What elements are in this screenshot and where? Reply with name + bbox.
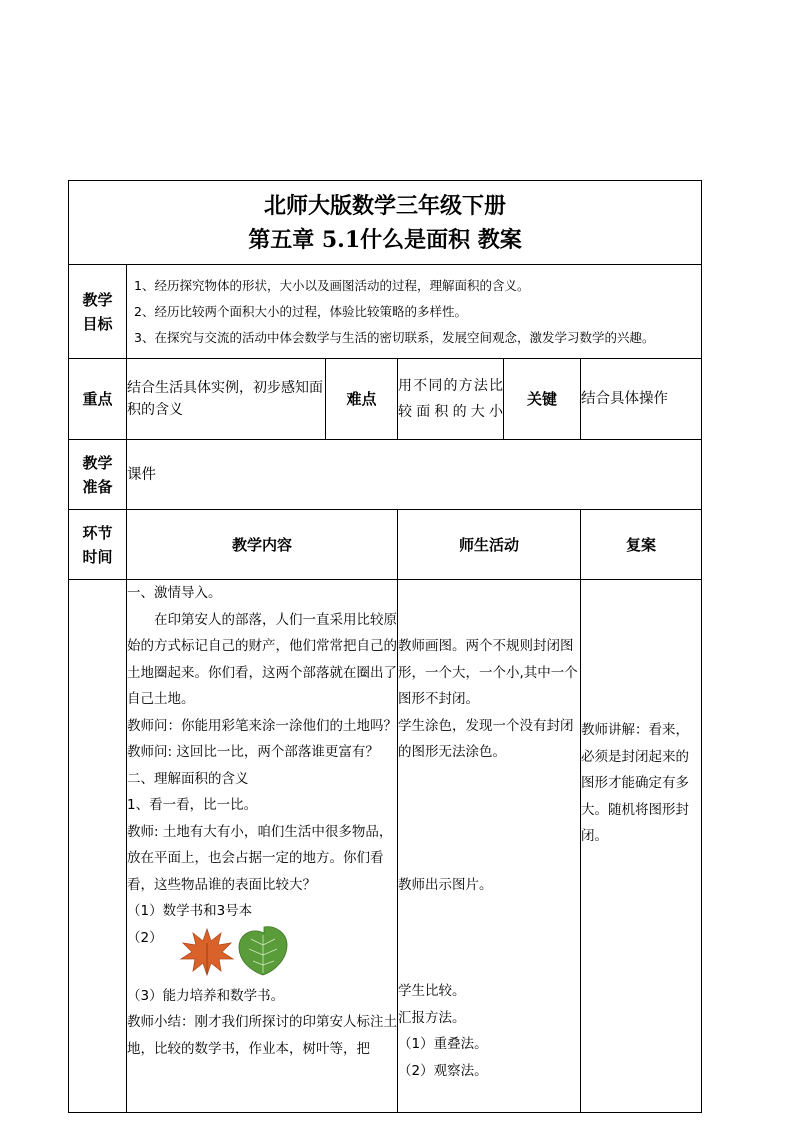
content-cell: [127, 580, 398, 1113]
difficulty-label: 难点: [326, 359, 398, 440]
activity-line: （1）重叠法。: [398, 1036, 488, 1052]
content-line: 二、理解面积的含义: [127, 770, 249, 787]
crux-text: 结合具体操作: [581, 359, 702, 440]
review-cell: [581, 580, 702, 1113]
goals-label: [69, 265, 127, 359]
content-line: 在印第安人的部落，人们一直采用比较原始的方式标记自己的财产，他们常常把自己的土地圈起来。你们看，这两个部落就在圈出了自己土地。: [127, 611, 397, 707]
focus-text: 结合生活具体实例，初步感知面积的含义: [127, 359, 326, 440]
maple-leaf-icon: [181, 929, 233, 975]
review-header: 复案: [581, 510, 702, 580]
activity-line: 学生涂色，发现一个没有封闭的图形无法涂色。: [398, 717, 574, 760]
content-line: 教师小结：刚才我们所探讨的印第安人标注土地，比较的数学书，作业本，树叶等，把: [127, 1014, 397, 1057]
review-line: 教师讲解：看来，必须是封闭起来的图形才能确定有多大。随机将图形封闭。: [581, 722, 689, 844]
content-line: 一、激情导入。: [127, 585, 222, 601]
activity-line: 汇报方法。: [398, 1009, 466, 1026]
content-line: （3）能力培养和数学书。: [127, 987, 285, 1004]
goals-label-text: 教学目标: [82, 290, 113, 333]
title-main: 北师大版数学三年级下册: [263, 192, 506, 219]
activity-cell: [398, 580, 581, 1113]
leaves-figure: [127, 925, 397, 983]
activity-line: （2）观察法。: [398, 1062, 488, 1079]
leaves-image: [179, 923, 291, 977]
preparation-label: [69, 440, 127, 510]
content-line: 教师问：你能用彩笔来涂一涂他们的土地吗？: [127, 717, 397, 734]
activity-line: 教师画图。两个不规则封闭图形，一个大，一个小,其中一个图形不封闭。: [398, 638, 578, 707]
content-line: 教师问: 这回比一比，两个部落谁更富有？: [127, 744, 379, 760]
stage-cell: [69, 580, 127, 1113]
stage-header-text: 环节时间: [82, 523, 113, 566]
focus-label: 重点: [69, 359, 127, 440]
activity-header: 师生活动: [398, 510, 581, 580]
title-chapter: 第五章 5.1什么是面积 教案: [248, 226, 522, 253]
content-header: 教学内容: [127, 510, 398, 580]
activity-line: 学生比较。: [398, 983, 466, 999]
title-cell: [69, 181, 702, 265]
goals-cell: [127, 265, 702, 359]
goal-item: 2、经历比较两个面积大小的过程，体验比较策略的多样性。: [134, 303, 467, 319]
stage-header: [69, 510, 127, 580]
goal-item: 3、在探究与交流的活动中体会数学与生活的密切联系，发展空间观念，激发学习数学的兴趣。: [134, 329, 655, 345]
crux-label: 关键: [504, 359, 581, 440]
content-line: （2）: [127, 929, 163, 946]
activity-line: 教师出示图片。: [398, 876, 493, 893]
lesson-plan-table: [68, 180, 702, 1113]
difficulty-text: 用不同的方法比较面积的大小: [398, 359, 504, 440]
goal-item: 1、经历探究物体的形状，大小以及画图活动的过程，理解面积的含义。: [134, 277, 530, 293]
preparation-label-text: 教学准备: [82, 453, 113, 496]
green-leaf-icon: [239, 926, 287, 974]
content-line: 1、看一看，比一比。: [127, 797, 258, 813]
content-line: 教师: 土地有大有小，咱们生活中很多物品，放在平面上，也会占据一定的地方。你们看看，这些物品谁的表面比较大？: [127, 823, 393, 893]
content-line: （1）数学书和3号本: [127, 903, 253, 919]
preparation-text: 课件: [127, 440, 702, 510]
